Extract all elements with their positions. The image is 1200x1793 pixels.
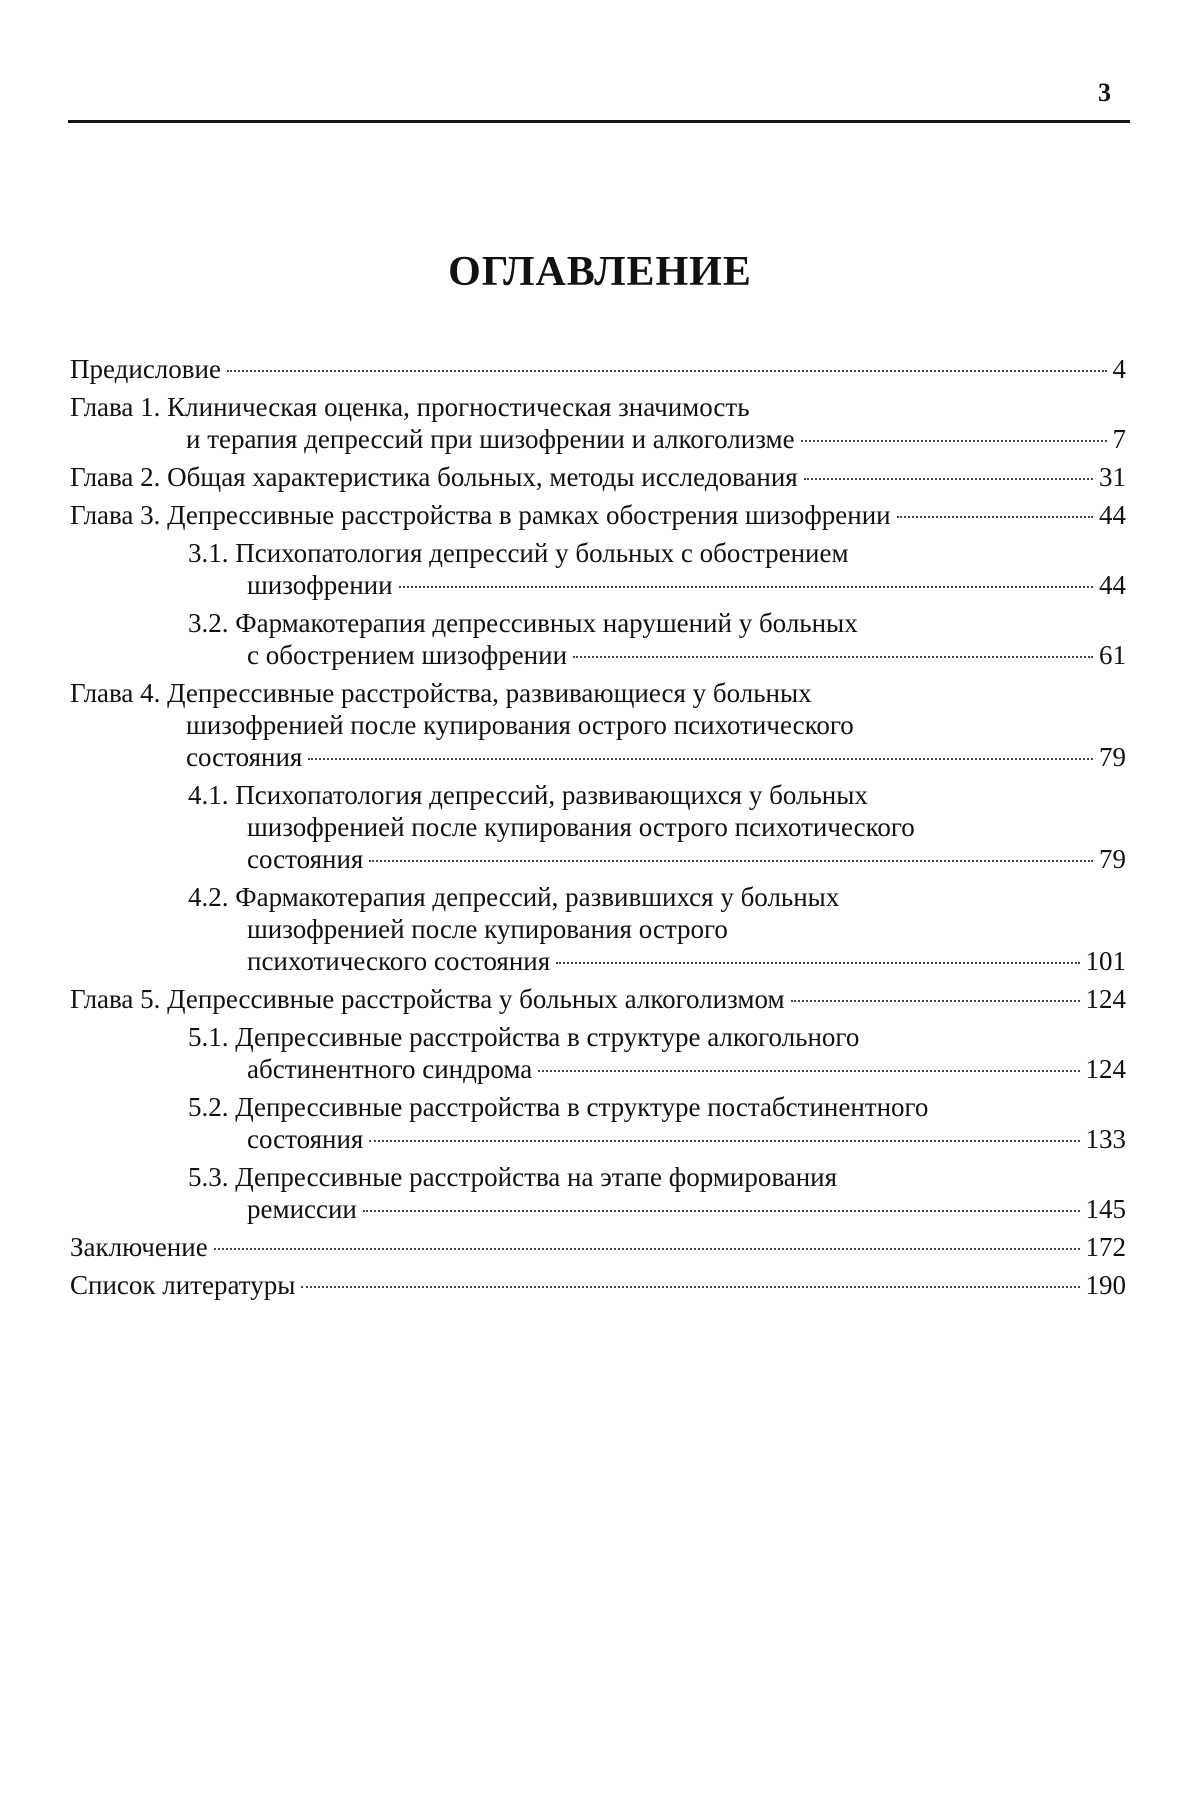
toc-page-number: 61 [1099,640,1126,670]
toc-entry-chapter-5[interactable] [70,983,1126,1015]
toc-entry-label-continued: абстинентного синдрома [247,1054,533,1084]
toc-entry-label: 3.1. Психопатология депрессий у больных с обострением [188,538,849,568]
dot-leader [227,370,1107,372]
dot-leader [399,586,1093,588]
toc-entry-label: 4.2. Фармакотерапия депрессий, развившихся у больных [188,882,840,912]
dot-leader [214,1248,1080,1250]
toc-entry-label: 3.2. Фармакотерапия депрессивных нарушений у больных [188,608,858,638]
dot-leader [363,1210,1080,1212]
toc-entry-label-continued: состояния [247,844,364,874]
dot-leader [538,1070,1079,1072]
toc-page-number: 31 [1099,462,1126,492]
toc-entry-label: 5.1. Депрессивные расстройства в структуре алкогольного [188,1022,860,1052]
toc-entry-label: Заключение [70,1232,208,1262]
toc-entry-references[interactable] [70,1269,1126,1301]
toc-entry-label: Глава 1. Клиническая оценка, прогностическая значимость [70,392,750,422]
page-number: 3 [1098,78,1111,107]
toc-entry-section-3-1[interactable] [188,537,1126,601]
toc-page-number: 190 [1085,1270,1126,1300]
toc-entry-label: Глава 5. Депрессивные расстройства у больных алкоголизмом [70,984,785,1014]
toc-entry-section-3-2[interactable] [188,607,1126,671]
dot-leader [573,656,1093,658]
toc-entry-label: Предисловие [70,354,221,384]
toc-entry-section-5-3[interactable] [188,1161,1126,1225]
toc-entry-label: Глава 3. Депрессивные расстройства в рамках обострения шизофрении [70,500,891,530]
dot-leader [308,758,1093,760]
toc-entry-label-continued: психотического состояния [247,946,551,976]
dot-leader [369,860,1093,862]
toc-entry-label-continued: шизофренией после купирования острого психотического [247,812,915,842]
table-of-contents [70,353,1126,1307]
toc-page-number: 172 [1085,1232,1126,1262]
page-title: ОГЛАВЛЕНИЕ [448,249,752,295]
dot-leader [369,1140,1079,1142]
toc-entry-label-continued: ремиссии [247,1194,357,1224]
toc-entry-label-continued: состояния [247,1124,364,1154]
toc-entry-label-continued: с обострением шизофрении [247,640,568,670]
toc-page-number: 133 [1085,1124,1126,1154]
toc-entry-label-continued: шизофренией после купирования острого [247,914,728,944]
toc-entry-section-5-1[interactable] [188,1021,1126,1085]
dot-leader [791,1000,1080,1002]
dot-leader [804,478,1093,480]
toc-page-number: 44 [1099,570,1126,600]
toc-entry-label: 4.1. Психопатология депрессий, развивающихся у больных [188,780,868,810]
toc-page-number: 79 [1099,742,1126,772]
toc-entry-chapter-1[interactable] [70,391,1126,455]
toc-page-number: 4 [1112,354,1126,384]
toc-entry-chapter-2[interactable] [70,461,1126,493]
dot-leader [801,440,1107,442]
toc-entry-label-continued: и терапия депрессий при шизофрении и алкоголизме [186,424,795,454]
toc-entry-label-continued: состояния [186,742,303,772]
toc-entry-label: 5.3. Депрессивные расстройства на этапе формирования [188,1162,838,1192]
toc-entry-conclusion[interactable] [70,1231,1126,1263]
toc-page-number: 44 [1099,500,1126,530]
header-rule [68,120,1130,123]
toc-page-number: 124 [1085,1054,1126,1084]
toc-entry-section-5-2[interactable] [188,1091,1126,1155]
toc-entry-preface[interactable] [70,353,1126,385]
dot-leader [556,962,1079,964]
toc-entry-section-4-1[interactable] [188,779,1126,875]
dot-leader [897,516,1093,518]
dot-leader [301,1286,1079,1288]
toc-entry-chapter-3[interactable] [70,499,1126,531]
toc-page-number: 101 [1085,946,1126,976]
toc-entry-label: Глава 4. Депрессивные расстройства, развивающиеся у больных [70,678,812,708]
toc-entry-label: Глава 2. Общая характеристика больных, методы исследования [70,462,798,492]
toc-entry-chapter-4[interactable] [70,677,1126,773]
toc-entry-section-4-2[interactable] [188,881,1126,977]
toc-page-number: 7 [1112,424,1126,454]
toc-entry-label-continued: шизофренией после купирования острого психотического [186,710,854,740]
toc-entry-label-continued: шизофрении [247,570,393,600]
toc-entry-label: 5.2. Депрессивные расстройства в структуре постабстинентного [188,1092,929,1122]
toc-page-number: 79 [1099,844,1126,874]
toc-entry-label: Список литературы [70,1270,296,1300]
toc-page-number: 124 [1085,984,1126,1014]
toc-page-number: 145 [1085,1194,1126,1224]
